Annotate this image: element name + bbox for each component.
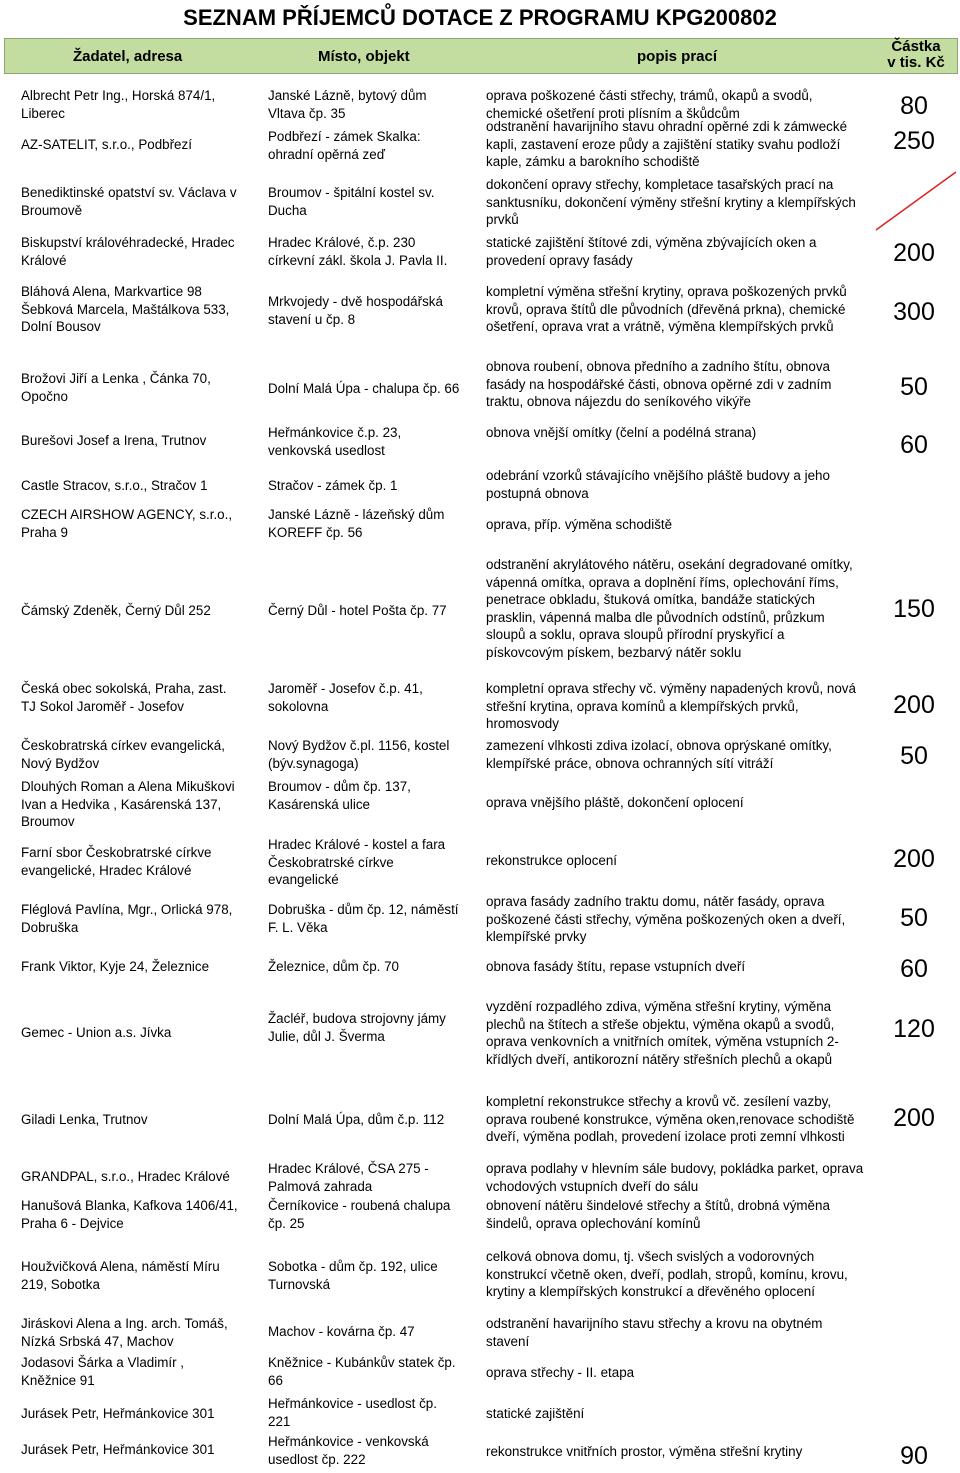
applicant-cell [21,370,261,405]
place-line: Černý Důl - hotel Pošta čp. 77 [268,603,447,618]
place-line: Turnovská [268,1276,331,1292]
applicant-cell [21,1168,261,1186]
place-cell [268,1197,473,1232]
description-cell [486,516,876,534]
table-row [0,1395,960,1433]
applicant-cell [21,234,261,269]
description-line: krytiny a klempířských konstrukcí a dřevěného oplocení [486,1284,815,1300]
place-line: Kasárenská ulice [268,796,370,812]
place-line: Vltava čp. 35 [268,105,346,121]
place-line: Heřmánkovice č.p. 23, [268,425,402,440]
applicant-cell [21,901,261,936]
place-cell [268,293,473,328]
place-line: Dolní Malá Úpa - chalupa čp. 66 [268,381,460,396]
description-line: vyzdění rozpadlého zdiva, výměna střešní krytiny, výměna [486,999,832,1014]
description-line: oprava roubené konstrukce, výměna oken,renovace schodiště [486,1111,855,1127]
amount-cell: 80 [900,92,928,120]
description-line: střešní krytina, oprava komínů a klempířských prvků, [486,698,799,714]
place-line: Dobruška - dům čp. 12, náměstí [268,902,459,917]
description-line: šindelů, oprava oplechování komínů [486,1215,701,1231]
applicant-line: Liberec [21,105,65,121]
description-cell [486,467,876,502]
table-row [0,79,960,121]
applicant-line: Šebková Marcela, Maštálkova 533, [21,301,230,317]
description-cell [486,1197,876,1232]
table-row [0,955,960,983]
applicant-line: Frank Viktor, Kyje 24, Železnice [21,959,210,974]
applicant-line: Brožovi Jiří a Lenka , Čánka 70, [21,371,211,386]
place-line: Kněžnice - Kubánkův statek čp. [268,1355,456,1370]
table-row [0,1433,960,1469]
description-line: kapli, zastavení eroze půdy a zajištění statiky svahu podloží [486,136,841,152]
table-row [0,358,960,416]
place-cell [268,1395,473,1430]
description-line: plechů na štítech a střeše objektu, výměna okapů a svodů, [486,1016,835,1032]
place-line: Českobratrské církve [268,854,394,870]
applicant-line: Broumov [21,814,75,830]
applicant-cell [21,1315,261,1350]
description-line: odebrání vzorků stávajícího vnějšího pláště budovy a jeho [486,468,830,483]
table-row [0,467,960,507]
place-line: Janské Lázně, bytový dům [268,88,427,103]
place-line: čp. 25 [268,1215,305,1231]
applicant-cell [21,958,261,976]
applicant-line: Dlouhých Roman a Alena Mikuškovi [21,779,235,794]
place-cell [268,184,473,219]
description-line: penetrace obkladu, štuková omítka, bandáže statických [486,592,816,608]
applicant-line: Burešovi Josef a Irena, Trutnov [21,433,207,448]
place-line: Podbřezí - zámek Skalka: [268,129,421,144]
applicant-cell [21,1354,261,1389]
applicant-cell [21,737,261,772]
applicant-line: 219, Sobotka [21,1276,100,1292]
place-line: 66 [268,1372,283,1388]
description-cell [486,1160,876,1195]
place-line: sokolovna [268,698,329,714]
place-cell [268,1258,473,1293]
description-line: oprava vnějšího pláště, dokončení oplocení [486,795,744,810]
place-line: (býv.synagoga) [268,755,359,771]
description-line: zamezení vlhkosti zdiva izolací, obnova oprýskané omítky, [486,738,832,753]
place-cell [268,836,473,889]
applicant-line: Albrecht Petr Ing., Horská 874/1, [21,88,216,103]
description-line: oprava podlahy v hlevním sále budovy, pokládka parket, oprava [486,1161,864,1176]
place-line: venkovská usedlost [268,442,385,458]
description-line: konstrukcí včetně oken, dveří, podlah, stropů, komínu, krovu, [486,1266,848,1282]
description-line: sloupů a soklu, oprava sloupů přírodní pryskyřicí a [486,627,785,643]
table-row [0,118,960,172]
description-cell [486,234,876,269]
place-line: Ducha [268,202,307,218]
place-line: evangelické [268,872,339,888]
place-cell [268,1323,473,1341]
place-cell [268,1354,473,1389]
amount-cell: 50 [900,373,928,401]
amount-cell: 60 [900,431,928,459]
place-line: Julie, důl J. Šverma [268,1028,385,1044]
place-cell [268,1111,473,1129]
place-line: Machov - kovárna čp. 47 [268,1324,415,1339]
applicant-line: Broumově [21,202,83,218]
description-line: sanktusníku, dokončení výměny střešní krytiny a klempířských [486,194,856,210]
description-cell [486,87,876,122]
applicant-line: Farní sbor Českobratrské církve [21,845,212,860]
description-line: ošetření, oprava vrat a vrátně, výměna klempířských prvků [486,319,834,335]
description-line: odstranění akrylátového nátěru, osekání degradované omítky, [486,557,853,572]
applicant-cell [21,778,261,831]
place-line: KOREFF čp. 56 [268,524,363,540]
table-row [0,1354,960,1390]
table-row [0,556,960,666]
applicant-line: Benediktinské opatství sv. Václava v [21,185,237,200]
applicant-cell [21,680,261,715]
place-cell [268,737,473,772]
description-cell [486,118,876,171]
description-cell [486,1093,876,1146]
applicant-cell [21,184,261,219]
description-line: kompletní oprava střechy vč. výměny napadených krovů, nová [486,681,856,696]
applicant-line: evangelické, Hradec Králové [21,862,192,878]
place-line: Dolní Malá Úpa, dům č.p. 112 [268,1112,445,1127]
applicant-line: Čámský Zdeněk, Černý Důl 252 [21,603,211,618]
table-row [0,1160,960,1196]
description-cell [486,176,876,229]
header-amount-line1: Částka [891,38,941,55]
amount-cell: 60 [900,955,928,983]
description-line: oprava poškozené části střechy, trámů, okapů a svodů, [486,88,813,103]
description-line: obnovení nátěru šindelové střechy a štítů, drobná výměna [486,1198,830,1213]
place-cell [268,87,473,122]
table-row [0,424,960,468]
applicant-line: Králové [21,252,67,268]
description-cell [486,424,876,442]
place-line: stavení u čp. 8 [268,311,356,327]
table-row [0,1248,960,1306]
applicant-cell [21,283,261,336]
description-cell [486,1364,876,1382]
table-row [0,893,960,949]
description-line: prasklin, vápenná malba dle původních odstínů, průzkum [486,609,825,625]
description-cell [486,794,876,812]
amount-cell: 150 [893,595,935,623]
applicant-cell [21,506,261,541]
place-cell [268,958,473,976]
description-cell [486,680,876,733]
place-line: F. L. Věka [268,919,328,935]
applicant-cell [21,87,261,122]
description-line: prvků [486,212,519,228]
description-line: odstranění havarijního stavu střechy a krovu na obytném [486,1316,823,1331]
description-line: dveří, výměna podlah, provedení izolace proti zemní vlhkosti [486,1129,845,1145]
applicant-line: Jurásek Petr, Heřmánkovice 301 [21,1442,215,1457]
place-cell [268,424,473,459]
place-line: Hradec Králové, ČSA 275 - [268,1161,429,1176]
header-amount [873,39,959,71]
description-cell [486,283,876,336]
description-line: postupná obnova [486,485,589,501]
description-cell [486,1315,876,1350]
amount-cell: 50 [900,742,928,770]
description-line: oprava fasády zadního traktu domu, nátěr fasády, oprava [486,894,825,909]
place-line: církevní zákl. škola J. Pavla II. [268,252,448,268]
description-line: klempířské práce, obnova ochranných sítí vitráží [486,755,774,771]
description-line: vchodových vstupních dveří do sálu [486,1178,699,1194]
description-line: poškozené části střechy, výměna poškozených oken a dveří, [486,911,846,927]
place-line: Janské Lázně - lázeňský dům [268,507,445,522]
place-cell [268,506,473,541]
applicant-line: Hanušová Blanka, Kafkova 1406/41, [21,1198,238,1213]
applicant-line: Kněžnice 91 [21,1372,95,1388]
applicant-line: GRANDPAL, s.r.o., Hradec Králové [21,1169,230,1184]
place-cell [268,1160,473,1195]
amount-cell: 50 [900,904,928,932]
amount-cell: 200 [893,239,935,267]
applicant-line: Praha 9 [21,524,68,540]
amount-cell: 200 [893,845,935,873]
description-cell [486,852,876,870]
description-line: chemické ošetření proti plísním a škůdcům [486,105,740,121]
place-line: usedlost čp. 222 [268,1451,366,1467]
applicant-cell [21,1024,261,1042]
place-line: Broumov - špitální kostel sv. [268,185,435,200]
table-header [4,38,958,74]
description-cell [486,556,876,662]
description-line: klempířské prvky [486,929,587,945]
place-cell [268,380,473,398]
description-line: statické zajištění štítové zdi, výměna zbývajících oken a [486,235,817,250]
applicant-cell [21,602,261,620]
place-line: 221 [268,1413,291,1429]
description-line: vápenná omítka, oprava a doplnění říms, oplechování říms, [486,574,839,590]
applicant-cell [21,1405,261,1423]
description-cell [486,998,876,1068]
table-row [0,283,960,341]
applicant-cell [21,1258,261,1293]
place-line: Palmová zahrada [268,1178,373,1194]
description-cell [486,737,876,772]
header-description: popis prací [637,48,718,65]
description-line: celková obnova domu, tj. všech svislých a vodorovných [486,1249,815,1264]
applicant-line: CZECH AIRSHOW AGENCY, s.r.o., [21,507,233,522]
place-cell [268,1010,473,1045]
header-amount-line2: v tis. Kč [887,54,945,71]
applicant-line: Nízká Srbská 47, Machov [21,1333,174,1349]
description-line: oprava střechy - II. etapa [486,1365,635,1380]
header-place: Místo, objekt [318,48,410,65]
place-line: Hradec Králové, č.p. 230 [268,235,416,250]
applicant-line: Dolní Bousov [21,319,101,335]
description-line: pískovcovým pískem, bezbarvý nátěr soklu [486,644,742,660]
applicant-cell [21,432,261,450]
applicant-cell [21,136,261,154]
applicant-line: Jodasovi Šárka a Vladimír , [21,1355,184,1370]
applicant-line: Castle Stracov, s.r.o., Stračov 1 [21,478,208,493]
table-row [0,1315,960,1351]
description-line: hromosvody [486,716,559,732]
place-cell [268,680,473,715]
description-cell [486,1248,876,1301]
header-applicant: Žadatel, adresa [73,48,183,65]
place-cell [268,901,473,936]
description-line: obnova vnější omítky (čelní a podélná strana) [486,425,757,440]
table-row [0,176,960,228]
amount-cell: 200 [893,1104,935,1132]
description-line: oprava venkovních a vnitřních omítek, výměna vstupních 2- [486,1034,839,1050]
place-cell [268,477,473,495]
place-line: Heřmánkovice - venkovská [268,1434,429,1449]
description-line: křídlých dveří, antikorozní nátěry střešních plechů a okapů [486,1051,833,1067]
description-line: fasády na hospodářské části, obnova opěrné zdi v zadním [486,376,832,392]
table-row [0,737,960,775]
amount-cell: 250 [893,127,935,155]
description-line: oprava, příp. výměna schodiště [486,517,673,532]
description-line: dokončení opravy střechy, kompletace tasařských prací na [486,177,834,192]
applicant-line: Fléglová Pavlína, Mgr., Orlická 978, [21,902,233,917]
place-line: Broumov - dům čp. 137, [268,779,411,794]
description-line: traktu, obnova nájezdu do seníkového vikýře [486,394,752,410]
description-line: obnova roubení, obnova předního a zadního štítu, obnova [486,359,830,374]
applicant-line: Bláhová Alena, Markvartice 98 [21,284,202,299]
applicant-line: Praha 6 - Dejvice [21,1215,124,1231]
table-row [0,778,960,836]
applicant-line: Gemec - Union a.s. Jívka [21,1025,172,1040]
place-line: Jaroměř - Josefov č.p. 41, [268,681,423,696]
applicant-line: Opočno [21,388,68,404]
place-line: ohradní opěrná zeď [268,146,385,162]
description-line: rekonstrukce oplocení [486,853,618,868]
amount-cell: 90 [900,1442,928,1470]
description-cell [486,1405,876,1423]
place-line: Mrkvojedy - dvě hospodářská [268,294,443,309]
applicant-line: Nový Bydžov [21,755,100,771]
place-line: Černíkovice - roubená chalupa [268,1198,451,1213]
place-cell [268,1433,473,1468]
description-line: kompletní výměna střešní krytiny, oprava poškozených prvků [486,284,847,299]
page-title: SEZNAM PŘÍJEMCŮ DOTACE Z PROGRAMU KPG200802 [183,5,777,30]
table-row [0,836,960,890]
applicant-line: AZ-SATELIT, s.r.o., Podbřezí [21,137,192,152]
table-row [0,506,960,546]
description-cell [486,1443,876,1461]
amount-cell: 200 [893,691,935,719]
applicant-line: Českobratrská církev evangelická, [21,738,225,753]
applicant-line: Česká obec sokolská, Praha, zast. [21,681,227,696]
applicant-line: Jiráskovi Alena a Ing. arch. Tomáš, [21,1316,228,1331]
place-line: Stračov - zámek čp. 1 [268,478,398,493]
place-cell [268,778,473,813]
applicant-line: Houžvičková Alena, náměstí Míru [21,1259,220,1274]
place-line: Hradec Králové - kostel a fara [268,837,446,852]
table-row [0,680,960,736]
place-line: Žacléř, budova strojovny jámy [268,1011,446,1026]
place-cell [268,602,473,620]
amount-cell: 300 [893,298,935,326]
table-row [0,1093,960,1147]
place-line: Nový Bydžov č.pl. 1156, kostel [268,738,450,753]
applicant-cell [21,477,261,495]
place-line: Železnice, dům čp. 70 [268,959,399,974]
description-line: provedení opravy fasády [486,252,633,268]
applicant-cell [21,1197,261,1232]
description-cell [486,358,876,411]
table-row [0,998,960,1070]
description-cell [486,893,876,946]
applicant-line: Jurásek Petr, Heřmánkovice 301 [21,1406,215,1421]
description-line: statické zajištění [486,1406,585,1421]
applicant-line: TJ Sokol Jaroměř - Josefov [21,698,184,714]
place-cell [268,234,473,269]
applicant-line: Giladi Lenka, Trutnov [21,1112,148,1127]
applicant-cell [21,844,261,879]
applicant-line: Biskupství královéhradecké, Hradec [21,235,235,250]
place-cell [268,128,473,163]
description-line: kompletní rekonstrukce střechy a krovů vč. zesílení vazby, [486,1094,832,1109]
applicant-cell [21,1111,261,1129]
applicant-line: Dobruška [21,919,79,935]
place-line: Sobotka - dům čp. 192, ulice [268,1259,438,1274]
applicant-line: Ivan a Hedvika , Kasárenská 137, [21,796,222,812]
description-line: stavení [486,1333,530,1349]
description-line: kaple, zámku a barokního schodiště [486,154,700,170]
description-line: obnova fasády štítu, repase vstupních dveří [486,959,746,974]
description-line: odstranění havarijního stavu ohradní opěrné zdi k zámwecké [486,119,848,134]
table-row [0,234,960,272]
description-cell [486,958,876,976]
description-line: rekonstrukce vnitřních prostor, výměna střešní krytiny [486,1444,803,1459]
table-row [0,1197,960,1235]
applicant-cell [21,1441,261,1459]
description-line: krovů, oprava štítů dle původních (dřevěná prkna), chemické [486,301,846,317]
amount-cell: 120 [893,1015,935,1043]
place-line: Heřmánkovice - usedlost čp. [268,1396,437,1411]
